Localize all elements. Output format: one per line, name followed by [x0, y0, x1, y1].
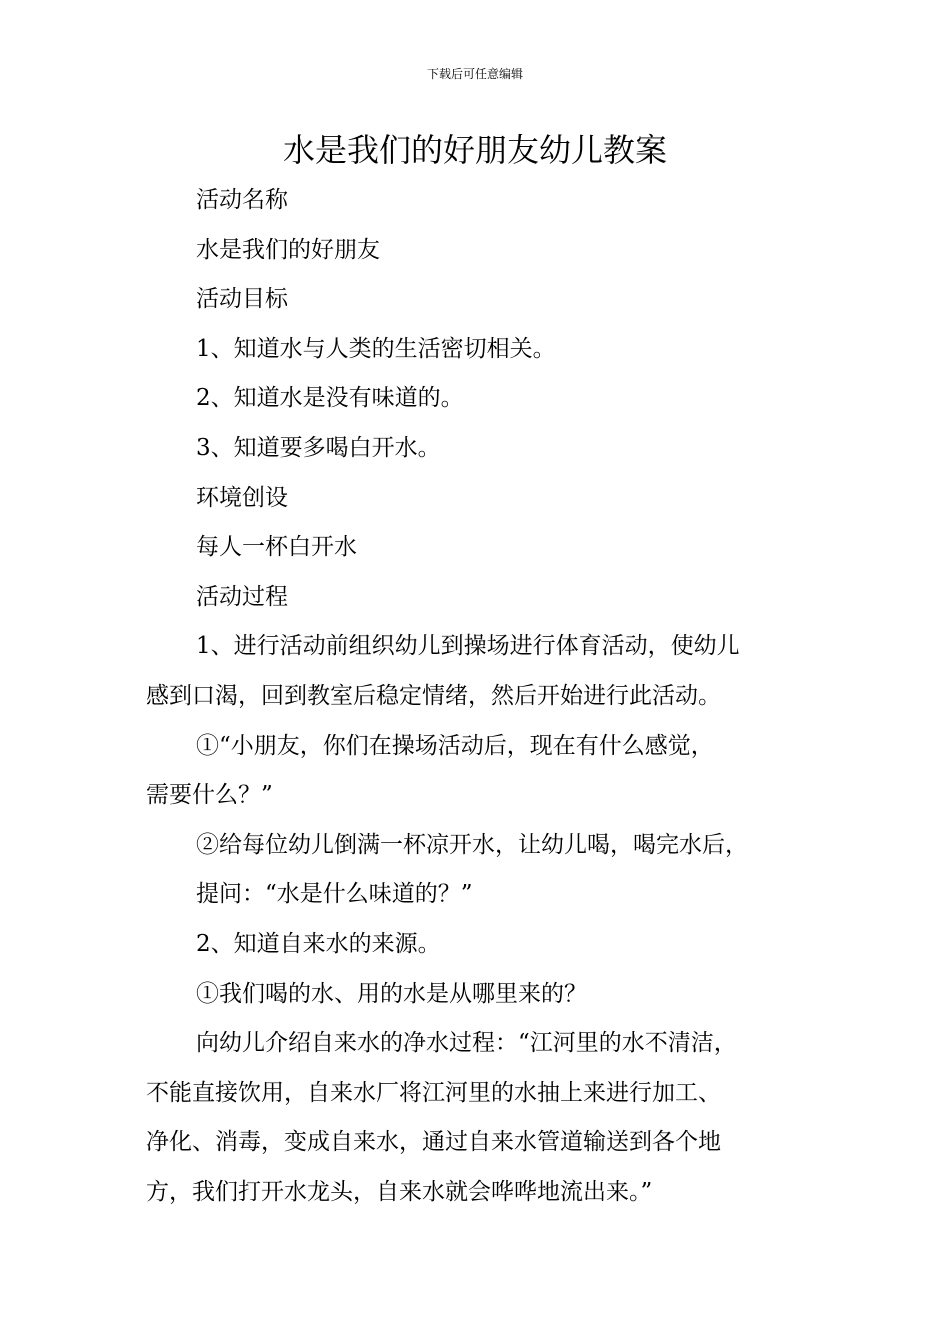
body-line: 感到口渴，回到教室后稳定情绪，然后开始进行此活动。 [146, 682, 721, 709]
body-line: 活动名称 [196, 187, 288, 213]
body-line: 不能直接饮用，自来水厂将江河里的水抽上来进行加工、 [146, 1079, 721, 1106]
body-line: 提问：“水是什么味道的？” [196, 881, 473, 908]
document-body [146, 176, 816, 1217]
body-line: 环境创设 [196, 484, 288, 511]
body-line: 需要什么？” [146, 782, 273, 809]
body-line: ①“小朋友，你们在操场活动后，现在有什么感觉， [196, 732, 714, 759]
body-line: 向幼儿介绍自来水的净水过程：“江河里的水不清洁， [196, 1030, 737, 1057]
body-line: 净化、消毒，变成自来水，通过自来水管道输送到各个地 [146, 1129, 721, 1156]
page-header-note: 下载后可任意编辑 [426, 67, 523, 81]
body-line: 活动目标 [196, 286, 288, 313]
document-title: 水是我们的好朋友幼儿教案 [282, 131, 667, 169]
body-line: 2、知道自来水的来源。 [196, 930, 441, 957]
body-line: ①我们喝的水、用的水是从哪里来的？ [196, 980, 587, 1007]
body-line: 2、知道水是没有味道的。 [196, 385, 464, 412]
body-line: 1、知道水与人类的生活密切相关。 [196, 335, 556, 362]
body-line: ②给每位幼儿倒满一杯凉开水，让幼儿喝，喝完水后， [196, 831, 748, 858]
body-line: 水是我们的好朋友 [196, 236, 380, 263]
body-line: 1、进行活动前组织幼儿到操场进行体育活动，使幼儿 [196, 633, 740, 660]
body-line: 活动过程 [196, 583, 288, 610]
body-line: 方，我们打开水龙头，自来水就会哗哗地流出来。” [146, 1178, 653, 1205]
body-line: 3、知道要多喝白开水。 [196, 434, 441, 461]
body-line: 每人一杯白开水 [196, 534, 357, 561]
